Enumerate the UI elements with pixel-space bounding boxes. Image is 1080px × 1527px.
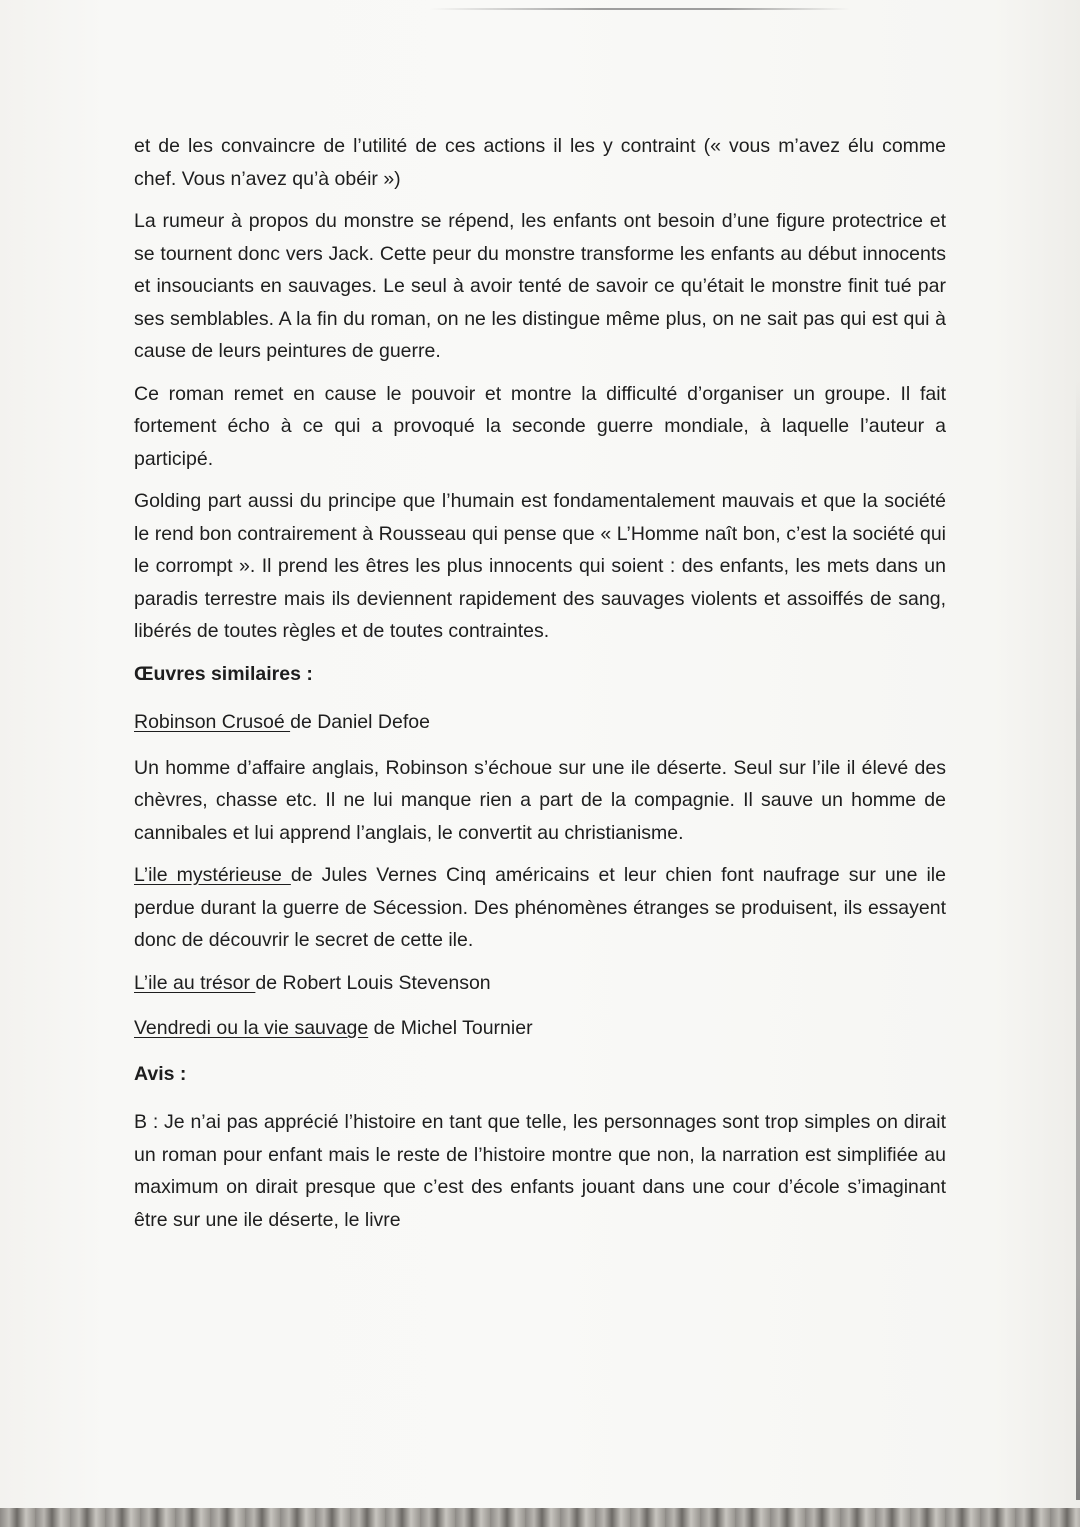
work-ile-au-tresor [134, 967, 946, 1000]
avis-heading: Avis : [134, 1062, 187, 1085]
work-author: de Robert Louis Stevenson [255, 971, 491, 994]
document-body [134, 130, 946, 1246]
work-robinson-crusoe [134, 706, 946, 739]
page-edge-shadow [1076, 380, 1080, 1500]
work-title: Robinson Crusoé [134, 711, 291, 733]
paragraph-power: Ce roman remet en cause le pouvoir et montre la difficulté d’organiser un groupe. Il fait fortement écho à ce qui a provoqué la seconde guerre mondiale, à laquelle l’auteur a participé. [134, 382, 946, 470]
work-title: Vendredi ou la vie sauvage [134, 1017, 369, 1039]
work-description: Cinq américains et leur chien font naufrage sur une ile perdue durant la guerre de Sécession. Des phénomènes étranges se produisent, ils essayent donc de découvrir le secret de cette ile. [134, 864, 946, 951]
work-title: L’ile au trésor [134, 971, 256, 994]
work-author: de Jules Vernes [290, 864, 437, 886]
similar-works-heading: Œuvres similaires : [134, 662, 313, 685]
avis-text: B : Je n’ai pas apprécié l’histoire en tant que telle, les personnages sont trop simples on dirait un roman pour enfant mais le reste de l’histoire montre que non, la narration est simplifiée au maximum on dirait presque que c’est des enfants jouant dans une cour d’école s’imaginant être sur une ile déserte, le livre [134, 1111, 946, 1231]
background-surface [0, 1508, 1080, 1527]
paragraph-golding-rousseau: Golding part aussi du principe que l’humain est fondamentalement mauvais et que la société le rend bon contrairement à Rousseau qui pense que « L’Homme naît bon, c’est la société qui le corrompt ». Il prend les êtres les plus innocents qui soient : des enfants, les mets dans un paradis terrestre mais ils deviennent rapidement des sauvages violents et assoiffés de sang, libérés de toutes règles et de toutes contraintes. [134, 490, 946, 642]
work-author: de Daniel Defoe [290, 711, 430, 733]
work-vendredi [134, 1012, 946, 1045]
work-author: de Michel Tournier [368, 1017, 533, 1039]
paragraph-monster-rumor: La rumeur à propos du monstre se répend, les enfants ont besoin d’une figure protectrice et se tournent donc vers Jack. Cette peur du monstre transforme les enfants au début innocents et insouciants en sauvages. Le seul à avoir tenté de savoir ce qu’était le monstre finit tué par ses semblables. A la fin du roman, on ne les distingue même plus, on ne sait pas qui est qui à cause de leurs peintures de guerre. [134, 210, 946, 362]
work-ile-mysterieuse [134, 859, 946, 957]
paragraph-leadership: et de les convaincre de l’utilité de ces actions il les y contraint (« vous m’avez élu comme chef. Vous n’avez qu’à obéir ») [134, 135, 946, 190]
work-title: L’ile mystérieuse [134, 864, 291, 886]
top-rule [430, 8, 850, 10]
work-description-robinson: Un homme d’affaire anglais, Robinson s’échoue sur une ile déserte. Seul sur l’ile il élevé des chèvres, chasse etc. Il ne lui manque rien a part de la compagnie. Il sauve un homme de cannibales et lui apprend l’anglais, le convertit au christianisme. [134, 756, 946, 844]
